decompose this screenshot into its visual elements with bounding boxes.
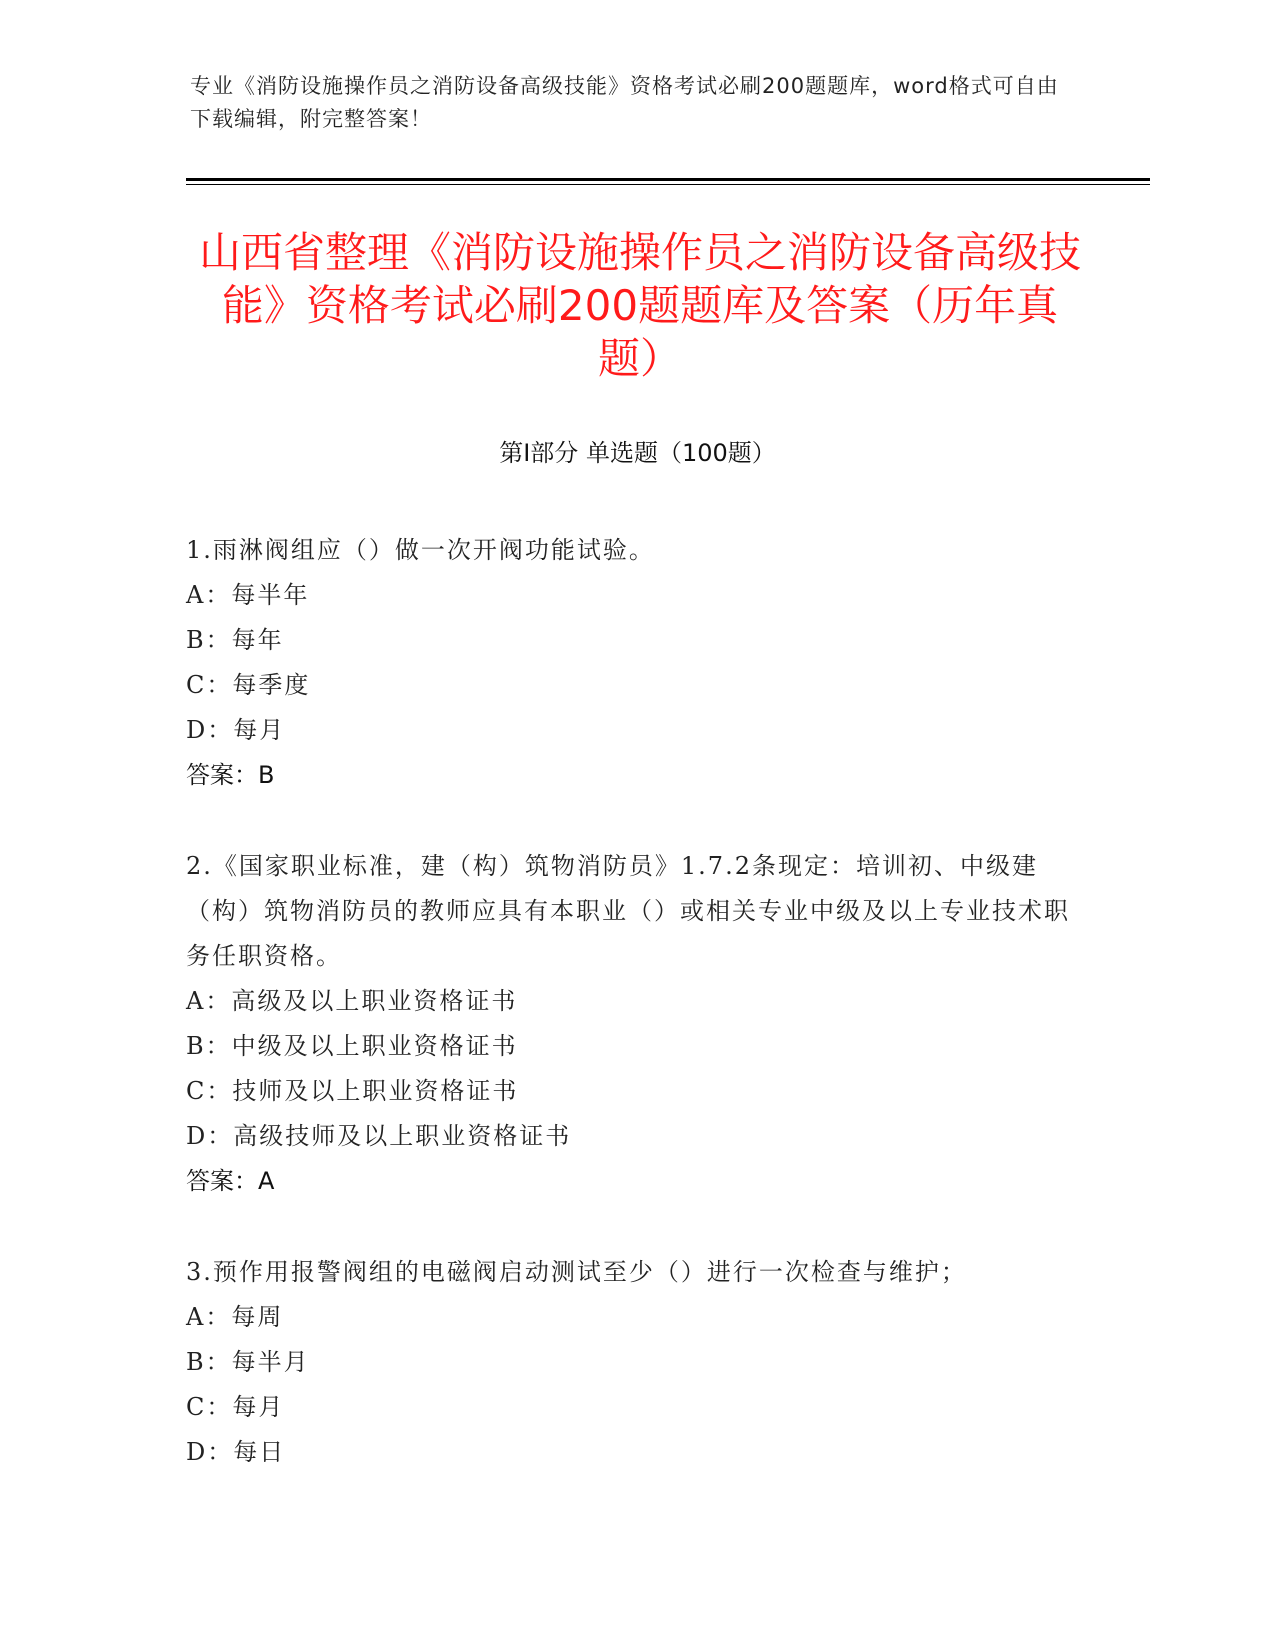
option-b: B：中级及以上职业资格证书 xyxy=(186,1032,518,1060)
question-stem: 3.预作用报警阀组的电磁阀启动测试至少（）进行一次检查与维护； xyxy=(186,1258,967,1286)
answer-line: 答案：B xyxy=(186,761,275,789)
option-d: D：高级技师及以上职业资格证书 xyxy=(186,1122,572,1150)
answer-line: 答案：A xyxy=(186,1167,275,1195)
option-a: A：高级及以上职业资格证书 xyxy=(186,987,518,1015)
section-heading: 第Ⅰ部分 单选题（100题） xyxy=(499,439,776,467)
header-note: 专业《消防设施操作员之消防设备高级技能》资格考试必刷200题题库，word格式可自由下载编辑，附完整答案！ xyxy=(190,74,1059,131)
question-stem: 2.《国家职业标准，建（构）筑物消防员》1.7.2条现定：培训初、中级建（构）筑物消防员的教师应具有本职业（）或相关专业中级及以上专业技术职务任职资格。 xyxy=(186,852,1070,970)
question-2 xyxy=(186,844,1086,1204)
option-a: A：每周 xyxy=(186,1303,284,1331)
option-d: D：每月 xyxy=(186,716,286,744)
option-c: C：每月 xyxy=(186,1393,285,1421)
question-list xyxy=(186,528,1086,1475)
question-3 xyxy=(186,1250,1086,1475)
option-c: C：技师及以上职业资格证书 xyxy=(186,1077,519,1105)
option-b: B：每半月 xyxy=(186,1348,310,1376)
option-a: A：每半年 xyxy=(186,581,310,609)
question-stem: 1.雨淋阀组应（）做一次开阀功能试验。 xyxy=(186,536,655,564)
question-1 xyxy=(186,528,1086,798)
option-b: B：每年 xyxy=(186,626,284,654)
document-title: 山西省整理《消防设施操作员之消防设备高级技能》资格考试必刷200题题库及答案（历年真题） xyxy=(198,228,1081,383)
header-divider-thin xyxy=(186,184,1150,185)
option-d: D：每日 xyxy=(186,1438,286,1466)
option-c: C：每季度 xyxy=(186,671,311,699)
header-divider-thick xyxy=(186,178,1150,181)
